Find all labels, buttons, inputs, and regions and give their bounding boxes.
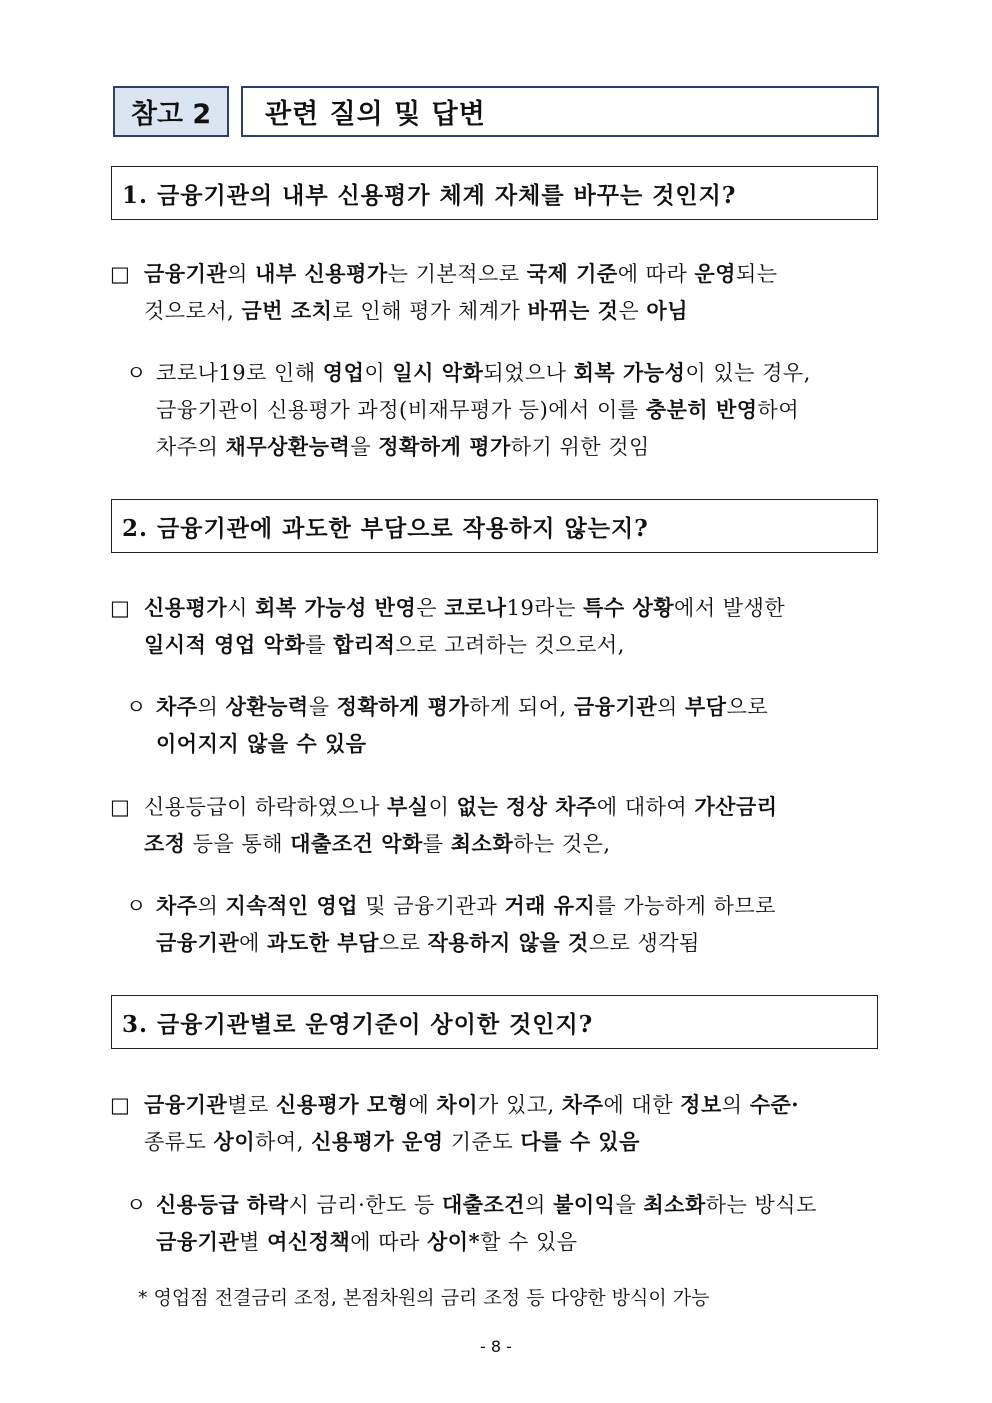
- q1-sub-line-3: 차주의 채무상환능력을 정확하게 평가하기 위한 것임: [156, 434, 650, 459]
- q3-sub-line-2: 금융기관별 여신정책에 따라 상이*할 수 있음: [156, 1229, 578, 1254]
- q1-sub-line-1: ㅇ 코로나19로 인해 영업이 일시 악화되었으나 회복 가능성이 있는 경우,: [126, 360, 811, 385]
- q3-answer-line-2: 종류도 상이하여, 신용평가 운영 기준도 다를 수 있음: [144, 1129, 640, 1154]
- q2-sub2-line-1: ㅇ 차주의 지속적인 영업 및 금융기관과 거래 유지를 가능하게 하므로: [126, 893, 776, 918]
- q1-answer-line-1: □ 금융기관의 내부 신용평가는 기본적으로 국제 기준에 따라 운영되는: [110, 261, 778, 286]
- q2-answer-line-2: 일시적 영업 악화를 합리적으로 고려하는 것으로서,: [144, 632, 625, 657]
- section-title: 관련 질의 및 답변: [241, 86, 879, 137]
- q3-answer-line-1: □ 금융기관별로 신용평가 모형에 차이가 있고, 차주에 대한 정보의 수준·: [110, 1092, 800, 1117]
- q2-answer2-line-1: □ 신용등급이 하락하였으나 부실이 없는 정상 차주에 대하여 가산금리: [110, 794, 778, 819]
- footnote: * 영업점 전결금리 조정, 본점차원의 금리 조정 등 다양한 방식이 가능: [138, 1287, 710, 1309]
- q2-sub-line-2: 이어지지 않을 수 있음: [156, 731, 367, 756]
- reference-tag: 참고 2: [113, 86, 229, 137]
- q1-sub-line-2: 금융기관이 신용평가 과정(비재무평가 등)에서 이를 충분히 반영하여: [156, 397, 800, 422]
- question-2-box: 2. 금융기관에 과도한 부담으로 작용하지 않는지?: [111, 499, 878, 553]
- question-3-box: 3. 금융기관별로 운영기준이 상이한 것인지?: [111, 995, 878, 1049]
- page-number: - 8 -: [480, 1337, 512, 1356]
- q3-sub-line-1: ㅇ 신용등급 하락시 금리·한도 등 대출조건의 불이익을 최소화하는 방식도: [126, 1192, 817, 1217]
- q2-answer2-line-2: 조정 등을 통해 대출조건 악화를 최소화하는 것은,: [144, 831, 611, 856]
- q2-sub-line-1: ㅇ 차주의 상환능력을 정확하게 평가하게 되어, 금융기관의 부담으로: [126, 694, 769, 719]
- q2-sub2-line-2: 금융기관에 과도한 부담으로 작용하지 않을 것으로 생각됨: [156, 930, 700, 955]
- q2-answer-line-1: □ 신용평가시 회복 가능성 반영은 코로나19라는 특수 상황에서 발생한: [110, 595, 786, 620]
- q1-answer-line-2: 것으로서, 금번 조치로 인해 평가 체계가 바뀌는 것은 아님: [144, 298, 688, 323]
- question-1-box: 1. 금융기관의 내부 신용평가 체계 자체를 바꾸는 것인지?: [111, 166, 878, 220]
